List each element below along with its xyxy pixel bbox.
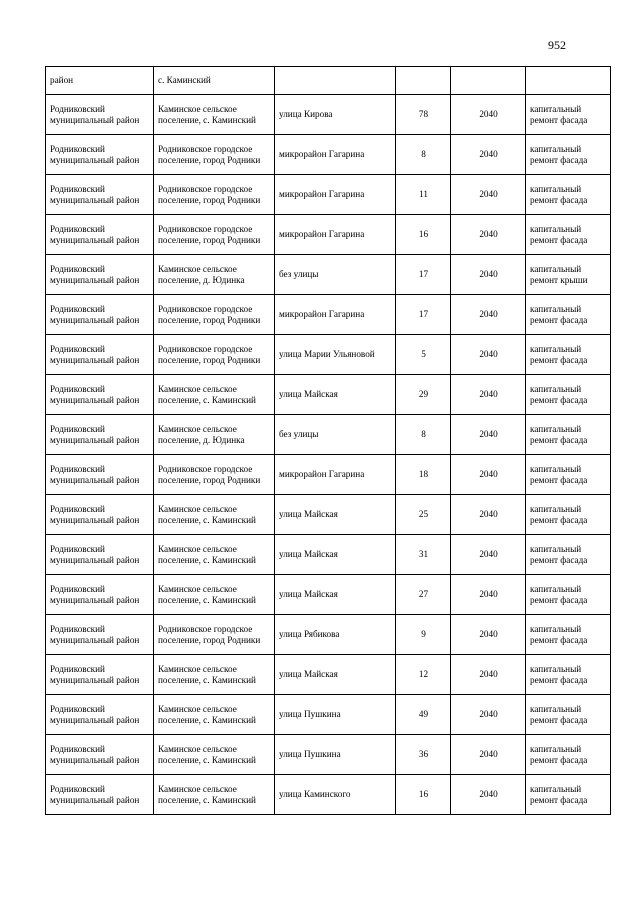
cell-work-type: капитальный ремонт фасада bbox=[526, 415, 611, 455]
cell-year: 2040 bbox=[451, 695, 526, 735]
cell-district: Родниковский муниципальный район bbox=[46, 735, 154, 775]
cell-district: Родниковский муниципальный район bbox=[46, 495, 154, 535]
cell-year: 2040 bbox=[451, 455, 526, 495]
cell-settlement: Каминское сельское поселение, с. Каминский bbox=[154, 495, 275, 535]
cell-district: Родниковский муниципальный район bbox=[46, 415, 154, 455]
cell-district: Родниковский муниципальный район bbox=[46, 175, 154, 215]
cell-settlement: Каминское сельское поселение, с. Каминский bbox=[154, 575, 275, 615]
cell-house-number: 17 bbox=[396, 255, 451, 295]
cell-district: район bbox=[46, 67, 154, 95]
cell-settlement: Родниковское городское поселение, город Родники bbox=[154, 135, 275, 175]
cell-street: улица Пушкина bbox=[275, 735, 396, 775]
cell-street: улица Майская bbox=[275, 495, 396, 535]
cell-street: микрорайон Гагарина bbox=[275, 135, 396, 175]
cell-house-number: 49 bbox=[396, 695, 451, 735]
cell-house-number bbox=[396, 67, 451, 95]
cell-house-number: 36 bbox=[396, 735, 451, 775]
cell-district: Родниковский муниципальный район bbox=[46, 295, 154, 335]
table-row bbox=[46, 415, 611, 455]
cell-year: 2040 bbox=[451, 575, 526, 615]
cell-year: 2040 bbox=[451, 775, 526, 815]
cell-settlement: Каминское сельское поселение, с. Каминский bbox=[154, 375, 275, 415]
cell-district: Родниковский муниципальный район bbox=[46, 375, 154, 415]
cell-street: микрорайон Гагарина bbox=[275, 215, 396, 255]
cell-house-number: 17 bbox=[396, 295, 451, 335]
cell-year: 2040 bbox=[451, 535, 526, 575]
cell-settlement: Каминское сельское поселение, д. Юдинка bbox=[154, 415, 275, 455]
cell-settlement: Каминское сельское поселение, с. Каминский bbox=[154, 695, 275, 735]
cell-house-number: 16 bbox=[396, 775, 451, 815]
cell-year: 2040 bbox=[451, 95, 526, 135]
cell-street: микрорайон Гагарина bbox=[275, 455, 396, 495]
cell-work-type: капитальный ремонт крыши bbox=[526, 255, 611, 295]
cell-settlement: Каминское сельское поселение, с. Каминский bbox=[154, 95, 275, 135]
cell-district: Родниковский муниципальный район bbox=[46, 575, 154, 615]
table-row-continuation bbox=[46, 67, 611, 95]
table-row bbox=[46, 655, 611, 695]
cell-street: улица Майская bbox=[275, 375, 396, 415]
table-row bbox=[46, 255, 611, 295]
cell-year: 2040 bbox=[451, 375, 526, 415]
cell-settlement: Каминское сельское поселение, с. Каминский bbox=[154, 775, 275, 815]
cell-house-number: 78 bbox=[396, 95, 451, 135]
cell-work-type: капитальный ремонт фасада bbox=[526, 295, 611, 335]
table-row bbox=[46, 455, 611, 495]
table-row bbox=[46, 135, 611, 175]
cell-work-type: капитальный ремонт фасада bbox=[526, 535, 611, 575]
cell-year: 2040 bbox=[451, 335, 526, 375]
cell-settlement: Родниковское городское поселение, город Родники bbox=[154, 175, 275, 215]
cell-work-type: капитальный ремонт фасада bbox=[526, 375, 611, 415]
cell-work-type: капитальный ремонт фасада bbox=[526, 335, 611, 375]
cell-settlement: Родниковское городское поселение, город Родники bbox=[154, 615, 275, 655]
table-row bbox=[46, 295, 611, 335]
cell-street: улица Каминского bbox=[275, 775, 396, 815]
table-body bbox=[46, 67, 611, 815]
cell-district: Родниковский муниципальный район bbox=[46, 95, 154, 135]
cell-house-number: 11 bbox=[396, 175, 451, 215]
cell-work-type: капитальный ремонт фасада bbox=[526, 455, 611, 495]
cell-year: 2040 bbox=[451, 615, 526, 655]
cell-street: микрорайон Гагарина bbox=[275, 175, 396, 215]
cell-street: без улицы bbox=[275, 255, 396, 295]
table-row bbox=[46, 175, 611, 215]
cell-district: Родниковский муниципальный район bbox=[46, 455, 154, 495]
table-row bbox=[46, 575, 611, 615]
cell-settlement: Каминское сельское поселение, с. Каминский bbox=[154, 735, 275, 775]
cell-work-type: капитальный ремонт фасада bbox=[526, 735, 611, 775]
cell-street: улица Кирова bbox=[275, 95, 396, 135]
cell-house-number: 25 bbox=[396, 495, 451, 535]
cell-work-type: капитальный ремонт фасада bbox=[526, 175, 611, 215]
cell-year: 2040 bbox=[451, 495, 526, 535]
cell-street: улица Пушкина bbox=[275, 695, 396, 735]
cell-house-number: 27 bbox=[396, 575, 451, 615]
cell-settlement: Родниковское городское поселение, город Родники bbox=[154, 215, 275, 255]
cell-settlement: Родниковское городское поселение, город Родники bbox=[154, 335, 275, 375]
cell-settlement: Каминское сельское поселение, с. Каминский bbox=[154, 655, 275, 695]
table-row bbox=[46, 535, 611, 575]
table-row bbox=[46, 335, 611, 375]
cell-year: 2040 bbox=[451, 175, 526, 215]
cell-house-number: 5 bbox=[396, 335, 451, 375]
table-row bbox=[46, 775, 611, 815]
cell-district: Родниковский муниципальный район bbox=[46, 335, 154, 375]
cell-district: Родниковский муниципальный район bbox=[46, 655, 154, 695]
cell-street bbox=[275, 67, 396, 95]
cell-street: улица Майская bbox=[275, 655, 396, 695]
cell-street: улица Рябикова bbox=[275, 615, 396, 655]
repair-schedule-table bbox=[45, 66, 611, 815]
page-number: 952 bbox=[548, 38, 566, 52]
cell-house-number: 8 bbox=[396, 135, 451, 175]
cell-house-number: 31 bbox=[396, 535, 451, 575]
cell-work-type: капитальный ремонт фасада bbox=[526, 495, 611, 535]
cell-work-type: капитальный ремонт фасада bbox=[526, 775, 611, 815]
table-row bbox=[46, 215, 611, 255]
cell-settlement: Каминское сельское поселение, д. Юдинка bbox=[154, 255, 275, 295]
cell-settlement: Родниковское городское поселение, город Родники bbox=[154, 455, 275, 495]
cell-street: улица Майская bbox=[275, 575, 396, 615]
cell-work-type: капитальный ремонт фасада bbox=[526, 135, 611, 175]
cell-district: Родниковский муниципальный район bbox=[46, 615, 154, 655]
cell-house-number: 29 bbox=[396, 375, 451, 415]
cell-work-type: капитальный ремонт фасада bbox=[526, 215, 611, 255]
table-row bbox=[46, 695, 611, 735]
cell-work-type: капитальный ремонт фасада bbox=[526, 615, 611, 655]
cell-work-type: капитальный ремонт фасада bbox=[526, 655, 611, 695]
cell-year: 2040 bbox=[451, 415, 526, 455]
table-row bbox=[46, 95, 611, 135]
cell-district: Родниковский муниципальный район bbox=[46, 535, 154, 575]
cell-year: 2040 bbox=[451, 735, 526, 775]
table-row bbox=[46, 375, 611, 415]
table-row bbox=[46, 735, 611, 775]
cell-settlement: Родниковское городское поселение, город Родники bbox=[154, 295, 275, 335]
cell-district: Родниковский муниципальный район bbox=[46, 215, 154, 255]
cell-year: 2040 bbox=[451, 655, 526, 695]
cell-settlement: с. Каминский bbox=[154, 67, 275, 95]
cell-street: улица Майская bbox=[275, 535, 396, 575]
cell-work-type: капитальный ремонт фасада bbox=[526, 95, 611, 135]
cell-house-number: 9 bbox=[396, 615, 451, 655]
table-row bbox=[46, 495, 611, 535]
cell-settlement: Каминское сельское поселение, с. Каминский bbox=[154, 535, 275, 575]
cell-district: Родниковский муниципальный район bbox=[46, 775, 154, 815]
cell-year: 2040 bbox=[451, 295, 526, 335]
cell-district: Родниковский муниципальный район bbox=[46, 255, 154, 295]
cell-street: без улицы bbox=[275, 415, 396, 455]
cell-house-number: 16 bbox=[396, 215, 451, 255]
cell-house-number: 12 bbox=[396, 655, 451, 695]
cell-street: микрорайон Гагарина bbox=[275, 295, 396, 335]
cell-year: 2040 bbox=[451, 135, 526, 175]
cell-work-type bbox=[526, 67, 611, 95]
cell-year bbox=[451, 67, 526, 95]
cell-district: Родниковский муниципальный район bbox=[46, 695, 154, 735]
cell-house-number: 18 bbox=[396, 455, 451, 495]
cell-year: 2040 bbox=[451, 255, 526, 295]
cell-work-type: капитальный ремонт фасада bbox=[526, 575, 611, 615]
table-row bbox=[46, 615, 611, 655]
cell-street: улица Марии Ульяновой bbox=[275, 335, 396, 375]
cell-year: 2040 bbox=[451, 215, 526, 255]
cell-district: Родниковский муниципальный район bbox=[46, 135, 154, 175]
cell-house-number: 8 bbox=[396, 415, 451, 455]
cell-work-type: капитальный ремонт фасада bbox=[526, 695, 611, 735]
